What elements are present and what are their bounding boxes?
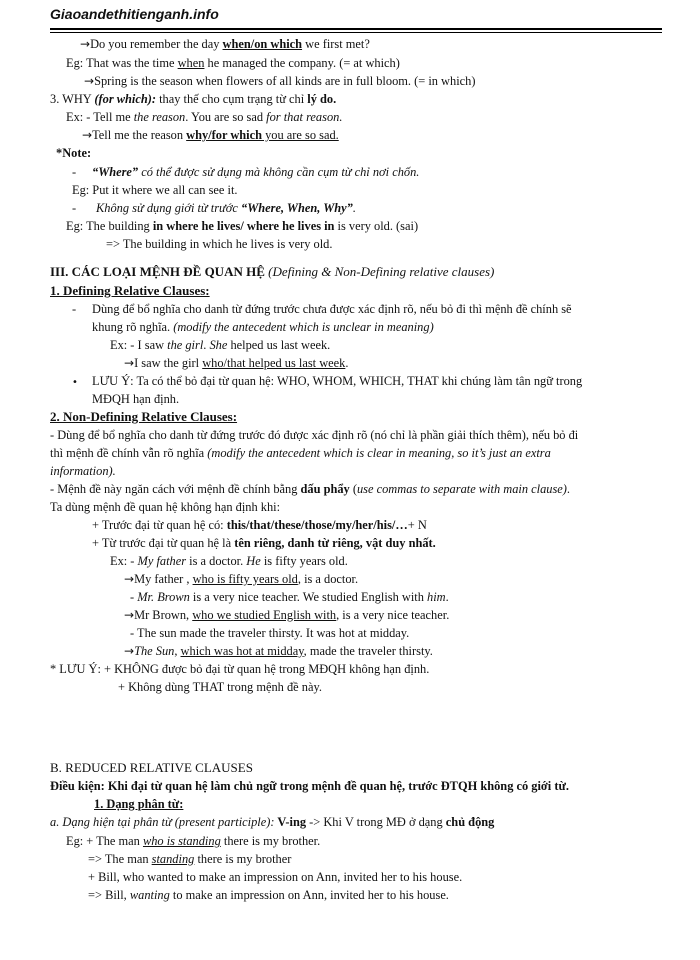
non-defining-desc-1: - Dùng để bổ nghĩa cho danh từ đứng trước đó được xác định rõ (nó chỉ là phần giải thích thêm), nếu bỏ đi [50,428,579,442]
reduced-condition: Điều kiện: Khi đại từ quan hệ làm chủ ngữ trong mệnh đề quan hệ, trước ĐTQH không có giới từ. [50,779,569,793]
why-example-1: Ex: - Tell me the reason. You are so sad for that reason. [66,110,343,124]
non-defining-desc-3: information). [50,464,116,478]
arrow-icon: → [82,128,93,142]
note-2-correction: => The building in which he lives is very old. [106,237,333,251]
defining-title: 1. Defining Relative Clauses: [50,283,210,298]
header-rule-thin [50,32,662,33]
defining-desc-2: khung rõ nghĩa. (modify the antecedent which is unclear in meaning) [92,320,434,334]
note-2-dash: - [72,201,77,215]
note-2-example: Eg: The building in where he lives/ where he lives in is very old. (sai) [66,219,419,233]
non-defining-example-3: - Mr. Brown is a very nice teacher. We studied English with him. [130,590,449,604]
defining-note-2: MĐQH hạn định. [92,392,180,406]
reduced-example-2-result: => Bill, wanting to make an impression on Ann, invited her to his house. [88,888,449,902]
non-defining-desc-2: thì mệnh đề chính vẫn rõ nghĩa (modify the antecedent which is clear in meaning, so it’s just an extra [50,446,551,460]
arrow-icon: → [84,74,95,88]
reduced-example-1: Eg: + The man who is standing there is my brother. [66,834,321,848]
defining-example-2: →I saw the girl who/that helped us last week. [124,356,349,370]
non-defining-note-1: * LƯU Ý: + KHÔNG được bỏ đại từ quan hệ trong MĐQH không hạn định. [50,662,430,676]
arrow-icon: → [80,37,91,51]
participle-title: 1. Dạng phân từ: [94,797,184,811]
non-defining-rule-2: + Từ trước đại từ quan hệ là tên riêng, danh từ riêng, vật duy nhất. [92,536,436,550]
why-example-2: →Tell me the reason why/for which you are so sad. [82,128,339,142]
non-defining-example-1: Ex: - My father is a doctor. He is fifty years old. [110,554,348,568]
present-participle-rule: a. Dạng hiện tại phân từ (present participle): V-ing -> Khi V trong MĐ ở dạng chủ động [50,815,495,829]
arrow-icon: → [124,572,135,586]
non-defining-rule-1: + Trước đại từ quan hệ có: this/that/these/those/my/her/his/…+ N [92,518,427,532]
section-3-title: III. CÁC LOẠI MỆNH ĐỀ QUAN HỆ (Defining & Non-Defining relative clauses) [50,264,495,279]
bullet-icon: • [72,377,78,388]
note-1-example: Eg: Put it where we all can see it. [72,183,238,197]
note-1: “Where” có thể được sử dụng mà không cần cụm từ chỉ nơi chốn. [92,165,420,179]
defining-example-1: Ex: - I saw the girl. She helped us last week. [110,338,331,352]
non-defining-example-4: →Mr Brown, who we studied English with, is a very nice teacher. [124,608,450,622]
header-rule-thick [50,28,662,30]
non-defining-title: 2. Non-Defining Relative Clauses: [50,409,238,424]
note-1-dash: - [72,165,77,179]
arrow-icon: → [124,644,135,658]
note-2: Không sử dụng giới từ trước “Where, When, Why”. [96,201,356,215]
defining-note-bullet [72,373,78,391]
reduced-example-2: + Bill, who wanted to make an impression on Ann, invited her to his house. [88,870,463,884]
non-defining-example-5: - The sun made the traveler thirsty. It was hot at midday. [130,626,410,640]
page-header [50,4,662,28]
section-b-title: B. REDUCED RELATIVE CLAUSES [50,760,253,775]
non-defining-example-6: →The Sun, which was hot at midday, made the traveler thirsty. [124,644,433,658]
why-heading: 3. WHY (for which): thay thế cho cụm trạng từ chỉ lý do. [50,92,337,106]
reduced-example-1-result: => The man standing there is my brother [88,852,292,866]
when-example-3: →Spring is the season when flowers of all kinds are in full bloom. (= in which) [84,74,476,88]
arrow-icon: → [124,608,135,622]
defining-note-1: LƯU Ý: Ta có thể bỏ đại từ quan hệ: WHO, WHOM, WHICH, THAT khi chúng làm tân ngữ trong [92,374,583,388]
when-example-1: →Do you remember the day when/on which we first met? [80,37,370,51]
non-defining-note-2: + Không dùng THAT trong mệnh đề này. [118,680,322,694]
defining-desc-1: Dùng để bổ nghĩa cho danh từ đứng trước chưa được xác định rõ, nếu bỏ đi thì mệnh đề chính sẽ [92,302,572,316]
non-defining-desc-4: - Mệnh đề này ngăn cách với mệnh đề chính bằng dấu phẩy (use commas to separate with main clause). [50,482,571,496]
non-defining-example-2: →My father , who is fifty years old, is a doctor. [124,572,359,586]
when-example-2: Eg: That was the time when he managed the company. (= at which) [66,56,400,70]
non-defining-desc-5: Ta dùng mệnh đề quan hệ không hạn định khi: [50,500,281,514]
site-name: Giaoandethitienganh.info [50,6,219,22]
note-title: *Note: [56,146,92,160]
defining-dash: - [72,302,77,316]
arrow-icon: → [124,356,135,370]
